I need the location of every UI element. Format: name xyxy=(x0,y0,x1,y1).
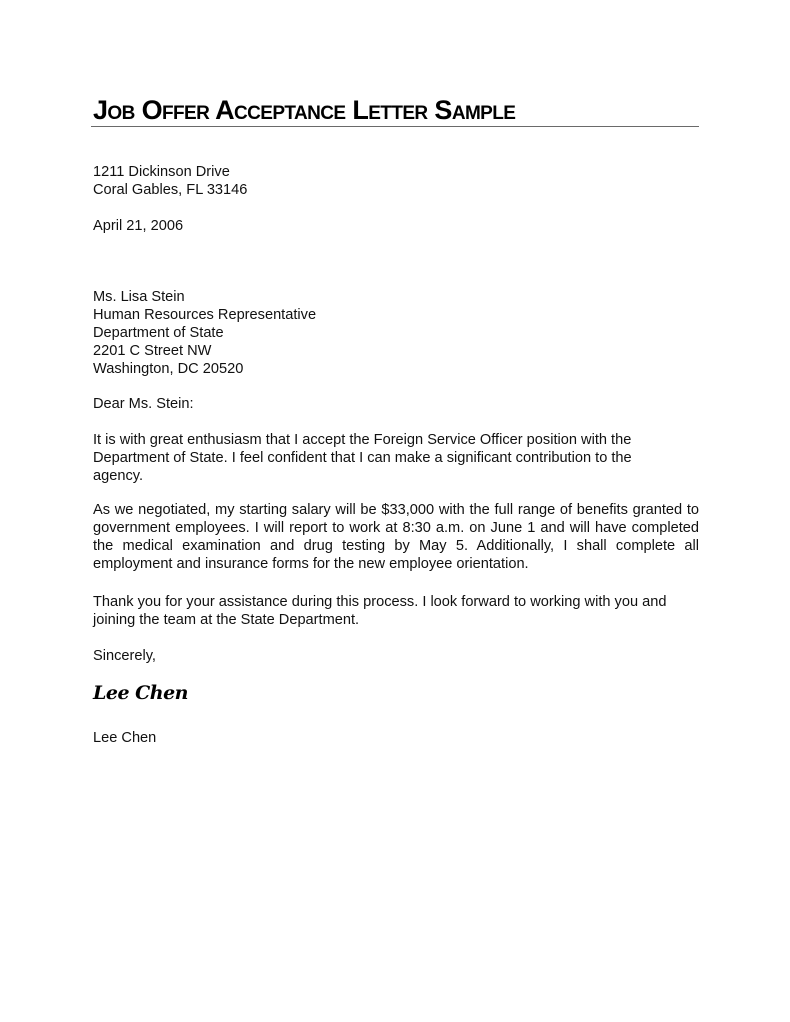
closing-text: Sincerely, xyxy=(93,648,156,664)
signer-name: Lee Chen xyxy=(93,730,157,746)
closing xyxy=(93,647,156,665)
sender-address xyxy=(93,163,247,199)
recipient-city: Washington, DC 20520 xyxy=(93,361,244,377)
sender-address-line1: 1211 Dickinson Drive xyxy=(93,164,230,180)
body-paragraph-1: It is with great enthusiasm that I accept the Foreign Service Officer position with the Department of State. I feel confident that I can make a significant contribution to the agency. xyxy=(93,432,632,484)
salutation xyxy=(93,395,194,413)
date-text: April 21, 2006 xyxy=(93,218,184,234)
recipient-name: Ms. Lisa Stein xyxy=(93,289,185,305)
recipient-title: Human Resources Representative xyxy=(93,307,317,323)
letter-date xyxy=(93,217,183,235)
body-paragraph-3: Thank you for your assistance during this process. I look forward to working with you and joining the team at the State Department. xyxy=(93,594,667,628)
handwritten-signature: Lee Chen xyxy=(93,682,188,704)
document-title: Job Offer Acceptance Letter Sample xyxy=(93,95,516,125)
recipient-organization: Department of State xyxy=(93,325,224,341)
title-underline-divider xyxy=(91,126,699,127)
salutation-text: Dear Ms. Stein: xyxy=(93,396,194,412)
body-paragraph-2: As we negotiated, my starting salary will be $33,000 with the full range of benefits granted to government employees. I will report to work at 8:30 a.m. on June 1 and will have completed the medical examination and drug testing by May 5. Additionally, I shall complete all employment and insurance forms for the new employee orientation. xyxy=(93,502,699,572)
recipient-address xyxy=(93,288,316,378)
sender-address-line2: Coral Gables, FL 33146 xyxy=(93,182,248,198)
signer-name-block xyxy=(93,729,156,747)
recipient-street: 2201 C Street NW xyxy=(93,343,212,359)
